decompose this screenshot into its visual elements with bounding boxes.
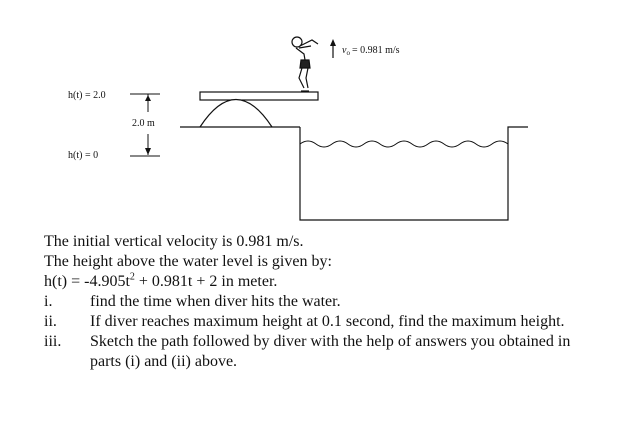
question-number: i. bbox=[44, 293, 53, 310]
equation-exponent: 2 bbox=[129, 271, 135, 283]
equation-suffix: + 0.981t + 2 in meter. bbox=[134, 273, 278, 290]
question-text: find the time when diver hits the water. bbox=[90, 293, 341, 310]
question-item bbox=[44, 292, 604, 312]
question-item bbox=[44, 332, 604, 372]
top-height-label: h(t) = 2.0 bbox=[68, 90, 106, 101]
bottom-height-label: h(t) = 0 bbox=[68, 150, 99, 161]
water-surface bbox=[300, 141, 508, 147]
board-support bbox=[200, 100, 272, 128]
question-number: iii. bbox=[44, 333, 62, 350]
dimension-arrow-up bbox=[145, 95, 151, 101]
equation-line bbox=[44, 272, 604, 292]
question-text: If diver reaches maximum height at 0.1 second, find the maximum height. bbox=[90, 313, 565, 330]
height-given-line: The height above the water level is given by: bbox=[44, 253, 332, 270]
dimension-arrow-down bbox=[145, 148, 151, 155]
velocity-label: $v_o = 0.981$ m/s bbox=[342, 45, 400, 57]
diver-icon bbox=[292, 37, 318, 91]
initial-velocity-line: The initial vertical velocity is 0.981 m/s. bbox=[44, 233, 304, 250]
diving-board bbox=[200, 92, 318, 100]
pool-outline bbox=[300, 127, 528, 220]
equation-prefix: h(t) = -4.905t bbox=[44, 273, 130, 290]
question-number: ii. bbox=[44, 313, 57, 330]
problem-text bbox=[44, 232, 604, 372]
question-item bbox=[44, 312, 604, 332]
question-text: Sketch the path followed by diver with the help of answers you obtained in parts (i) and (ii) above. bbox=[90, 333, 571, 370]
board-height-label: 2.0 m bbox=[132, 118, 155, 129]
velocity-arrow bbox=[330, 39, 336, 58]
